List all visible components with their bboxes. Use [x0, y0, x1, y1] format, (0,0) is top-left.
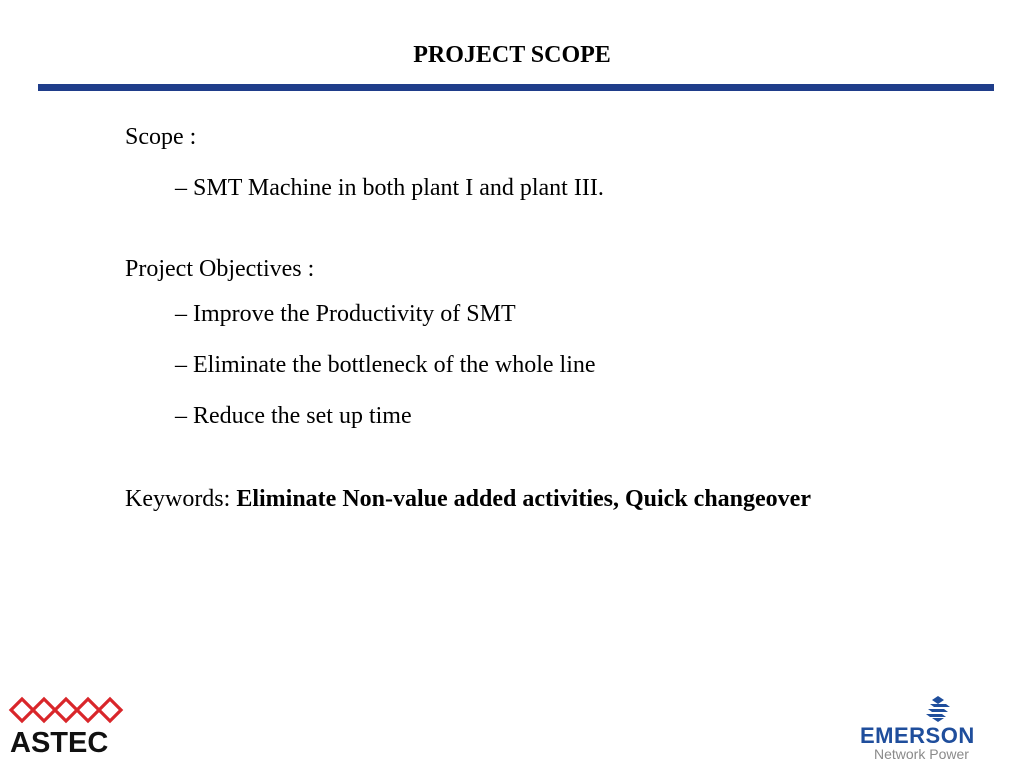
scope-heading: Scope :: [125, 124, 197, 150]
objective-item-3: – Reduce the set up time: [175, 403, 412, 429]
astec-wordmark: ASTEC: [10, 727, 109, 759]
emerson-emblem-icon: [918, 694, 958, 724]
objective-item-2: – Eliminate the bottleneck of the whole line: [175, 352, 596, 378]
objectives-heading: Project Objectives :: [125, 256, 315, 282]
slide-title: PROJECT SCOPE: [413, 42, 611, 68]
emerson-wordmark: EMERSON: [860, 723, 975, 748]
keywords-line: [125, 484, 811, 514]
keywords-label: Keywords:: [125, 486, 237, 512]
emerson-subtitle: Network Power: [874, 746, 969, 762]
astec-logo: [8, 696, 128, 760]
keywords-value: Eliminate Non-value added activities, Quick changeover: [236, 486, 811, 512]
astec-diamond-chain-icon: [8, 696, 128, 728]
emerson-logo: [858, 694, 1018, 764]
objective-item-1: – Improve the Productivity of SMT: [175, 301, 516, 327]
scope-item: – SMT Machine in both plant I and plant III.: [175, 175, 604, 201]
title-divider: [38, 84, 994, 91]
